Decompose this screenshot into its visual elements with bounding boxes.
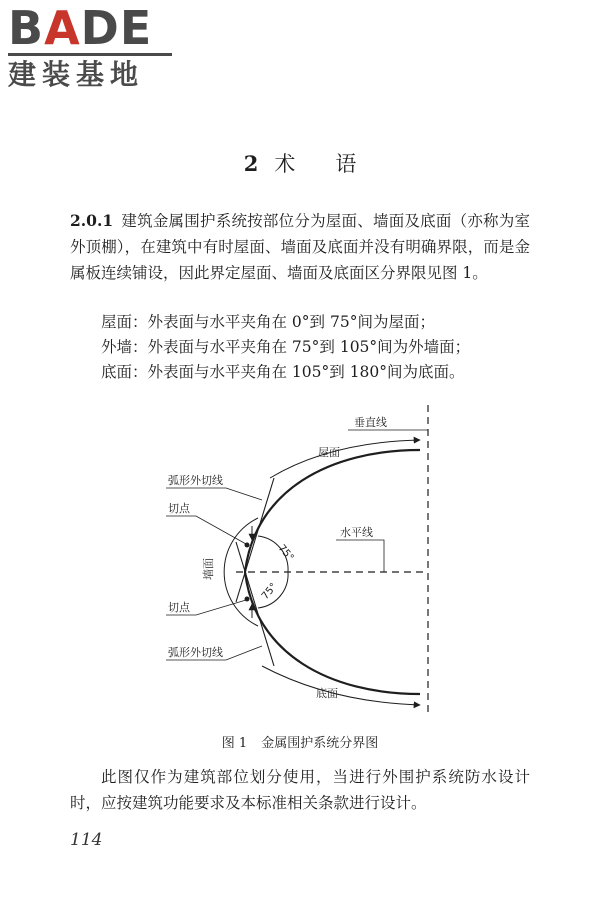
chapter-title-char-2: 语 — [335, 152, 357, 176]
roof-arrow — [270, 440, 420, 478]
label-tangent-point-top: 切点 — [168, 502, 190, 515]
figure-title: 金属围护系统分界图 — [261, 736, 379, 751]
label-angle-bottom: 75° — [259, 581, 280, 602]
logo-subtitle: 建装基地 — [8, 58, 145, 91]
clause-paragraph — [70, 208, 530, 286]
leader-arc-tangent-top — [166, 488, 262, 500]
logo-letter-b: B — [8, 1, 45, 55]
bottom-arrow — [262, 666, 420, 705]
boundary-diagram — [150, 398, 450, 724]
publisher-logo — [8, 1, 180, 92]
definition-roof: 屋面：外表面与水平夹角在 0°到 75°间为屋面； — [101, 313, 435, 331]
clause-text: 建筑金属围护系统按部位分为屋面、墙面及底面（亦称为室外顶棚），在建筑中有时屋面、墙面及底面并没有明确界限，而是金属板连续铺设，因此界定屋面、墙面及底面区分界限见图 1。 — [70, 212, 530, 282]
note-paragraph: 此图仅作为建筑部位划分使用，当进行外围护系统防水设计时，应按建筑功能要求及本标准相关条款进行设计。 — [70, 768, 530, 812]
figure-number: 图 1 — [221, 736, 248, 751]
definition-wall: 外墙：外表面与水平夹角在 75°到 105°间为外墙面； — [101, 338, 471, 356]
page-number: 114 — [70, 830, 103, 850]
label-arc-tangent-bottom: 弧形外切线 — [168, 646, 223, 659]
definition-bottom: 底面：外表面与水平夹角在 105°到 180°间为底面。 — [101, 363, 465, 381]
leader-horizontal-line — [336, 540, 384, 572]
tangent-point-bottom-dot — [245, 597, 250, 602]
label-horizontal-line: 水平线 — [340, 526, 373, 539]
chapter-heading — [0, 148, 600, 178]
label-vertical-line: 垂直线 — [354, 416, 387, 429]
label-tangent-point-bottom: 切点 — [168, 601, 190, 614]
label-wall: 墙面 — [202, 558, 215, 580]
chapter-title-char-1: 术 — [274, 152, 296, 176]
label-arc-tangent-top: 弧形外切线 — [168, 474, 223, 487]
figure-caption — [0, 732, 600, 751]
logo-letter-a: A — [44, 1, 81, 55]
logo-wordmark — [8, 1, 180, 55]
clause-number: 2.0.1 — [70, 211, 114, 230]
label-angle-top: 75° — [275, 542, 296, 564]
logo-letters-de: DE — [80, 1, 153, 55]
tangent-line-bottom — [236, 542, 274, 666]
chapter-number: 2 — [243, 151, 259, 176]
label-roof: 屋面 — [318, 446, 340, 459]
label-bottom: 底面 — [316, 687, 338, 700]
